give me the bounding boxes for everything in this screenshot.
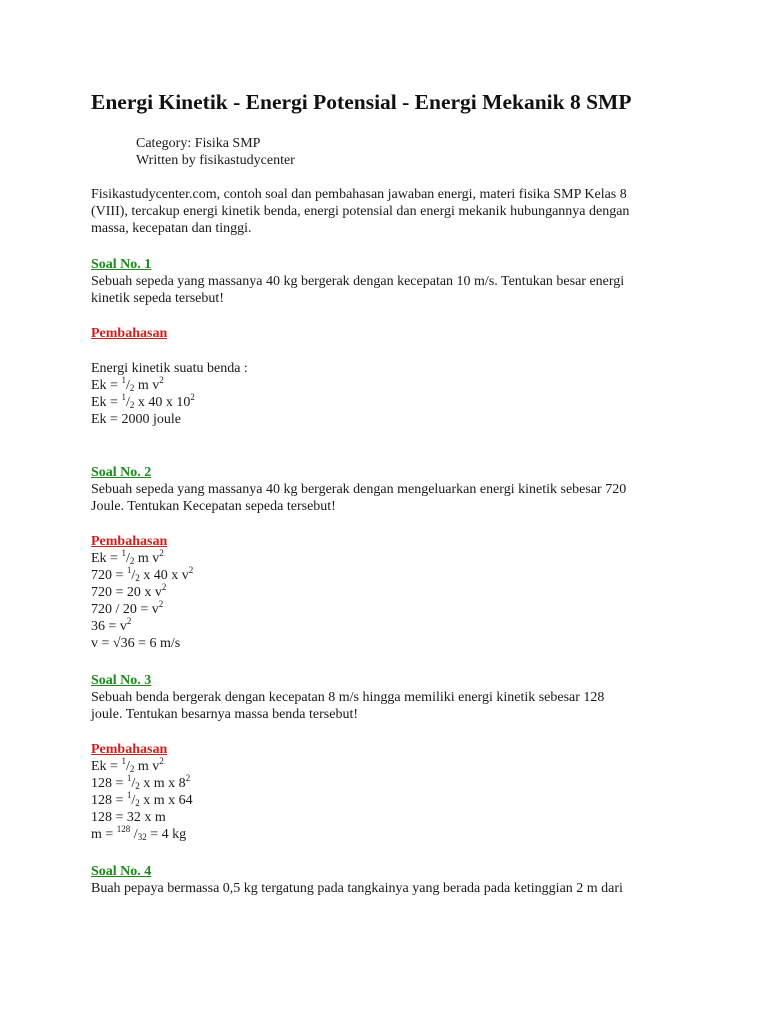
soal-4-question-line: Buah pepaya bermassa 0,5 kg tergatung pada tangkainya yang berada pada ketinggian 2 m dari (91, 881, 623, 896)
soal-3-solution (91, 741, 681, 843)
exponent: 2 (190, 392, 195, 402)
fraction-numerator: 1 (121, 548, 126, 558)
fraction-denominator: 2 (129, 383, 135, 393)
soal-2-solution (91, 533, 681, 652)
soal-4-section (91, 863, 681, 897)
formula-text: v = √36 = 6 m/s (91, 636, 181, 651)
formula-text: x m x 64 (139, 793, 193, 808)
exponent: 2 (159, 375, 164, 385)
soal-1-steps (91, 377, 681, 428)
formula-text: 720 = (91, 568, 127, 583)
formula-text: = 4 kg (146, 827, 187, 842)
soal-2-question-line: Sebuah sepeda yang massanya 40 kg bergerak dengan mengeluarkan energi kinetik sebesar 720 (91, 482, 627, 497)
soal-1-pembahasan-heading: Pembahasan (91, 326, 168, 341)
soal-3-question-line: joule. Tentukan besarnya massa benda tersebut! (91, 707, 359, 722)
formula-line (91, 826, 681, 843)
formula-text: m v (134, 378, 160, 393)
intro-line: (VIII), tercakup energi kinetik benda, energi potensial dan energi mekanik hubungannya dengan (91, 204, 630, 219)
exponent: 2 (159, 756, 164, 766)
soal-1-solution-lead: Energi kinetik suatu benda : (91, 361, 248, 376)
soal-3-question-line: Sebuah benda bergerak dengan kecepatan 8 m/s hingga memiliki energi kinetik sebesar 128 (91, 690, 605, 705)
exponent: 2 (188, 565, 194, 575)
formula-text: 720 / 20 = v (91, 602, 159, 617)
formula-line (91, 758, 681, 775)
formula-text: x 40 x 10 (134, 395, 191, 410)
article-meta (136, 135, 295, 169)
soal-2-pembahasan-heading: Pembahasan (91, 534, 168, 549)
soal-3-heading: Soal No. 3 (91, 673, 152, 688)
exponent: 2 (158, 599, 164, 609)
formula-text: m = (91, 827, 117, 842)
fraction-numerator: 1 (126, 790, 132, 800)
fraction-denominator: 2 (135, 573, 140, 583)
formula-text: Ek = (91, 378, 122, 393)
formula-text: Ek = (91, 759, 122, 774)
fraction-denominator: 2 (129, 400, 135, 410)
fraction-numerator: 1 (126, 773, 132, 783)
formula-text: Ek = (91, 551, 122, 566)
fraction-slash: / (131, 568, 136, 583)
formula-text: Ek = (91, 395, 122, 410)
fraction-denominator: 2 (135, 798, 140, 808)
soal-1-section (91, 256, 681, 307)
exponent: 2 (126, 616, 132, 626)
fraction-numerator: 1 (126, 565, 132, 575)
formula-text: 128 = 32 x m (91, 810, 166, 825)
soal-1-solution (91, 360, 681, 428)
soal-2-question-line: Joule. Tentukan Kecepatan sepeda tersebut! (91, 499, 336, 514)
fraction-numerator: 1 (121, 375, 126, 385)
soal-1-question-line: kinetik sepeda tersebut! (91, 291, 224, 306)
formula-line (91, 584, 681, 601)
formula-line (91, 792, 681, 809)
fraction-denominator: 32 (137, 832, 147, 842)
soal-1-question-line: Sebuah sepeda yang massanya 40 kg bergerak dengan kecepatan 10 m/s. Tentukan besar energi (91, 274, 625, 289)
soal-2-steps (91, 550, 681, 652)
formula-text: x m x 8 (139, 776, 186, 791)
formula-text: 720 = 20 x v (91, 585, 162, 600)
formula-line (91, 618, 681, 635)
fraction-slash: / (125, 378, 130, 393)
soal-1-pembahasan-heading-wrap (91, 325, 681, 342)
formula-line (91, 775, 681, 792)
formula-line (91, 567, 681, 584)
intro-line: massa, kecepatan dan tinggi. (91, 221, 252, 236)
category-label: Category: Fisika SMP (136, 136, 261, 151)
fraction-slash: / (125, 759, 130, 774)
exponent: 2 (185, 773, 191, 783)
formula-line (91, 809, 681, 826)
soal-2-heading: Soal No. 2 (91, 465, 152, 480)
formula-line (91, 601, 681, 618)
exponent: 2 (159, 548, 164, 558)
fraction-numerator: 1 (121, 756, 126, 766)
formula-line (91, 394, 681, 411)
soal-4-heading: Soal No. 4 (91, 864, 152, 879)
formula-text: 36 = v (91, 619, 127, 634)
fraction-slash: / (131, 776, 136, 791)
fraction-denominator: 2 (135, 781, 140, 791)
soal-1-heading: Soal No. 1 (91, 257, 152, 272)
formula-text: Ek = 2000 joule (91, 412, 181, 427)
exponent: 2 (161, 582, 167, 592)
fraction-slash: / (125, 395, 130, 410)
soal-3-section (91, 672, 681, 723)
fraction-numerator: 128 (116, 824, 131, 834)
fraction-denominator: 2 (129, 556, 135, 566)
fraction-numerator: 1 (121, 392, 126, 402)
soal-3-pembahasan-heading: Pembahasan (91, 742, 168, 757)
formula-text: m v (134, 759, 160, 774)
author-label: Written by fisikastudycenter (136, 153, 295, 168)
soal-2-section (91, 464, 681, 515)
fraction-slash: / (131, 793, 136, 808)
soal-3-steps (91, 758, 681, 843)
fraction-slash: / (130, 827, 138, 842)
fraction-slash: / (125, 551, 130, 566)
formula-line (91, 550, 681, 567)
page-title: Energi Kinetik - Energi Potensial - Energi Mekanik 8 SMP (91, 90, 632, 114)
formula-text: 128 = (91, 793, 127, 808)
formula-text: m v (134, 551, 160, 566)
formula-text: x 40 x v (139, 568, 189, 583)
fraction-denominator: 2 (129, 764, 135, 774)
intro-paragraph (91, 186, 681, 237)
formula-line (91, 411, 681, 428)
intro-line: Fisikastudycenter.com, contoh soal dan pembahasan jawaban energi, materi fisika SMP Kelas 8 (91, 187, 627, 202)
formula-line (91, 377, 681, 394)
formula-text: 128 = (91, 776, 127, 791)
formula-line (91, 635, 681, 652)
